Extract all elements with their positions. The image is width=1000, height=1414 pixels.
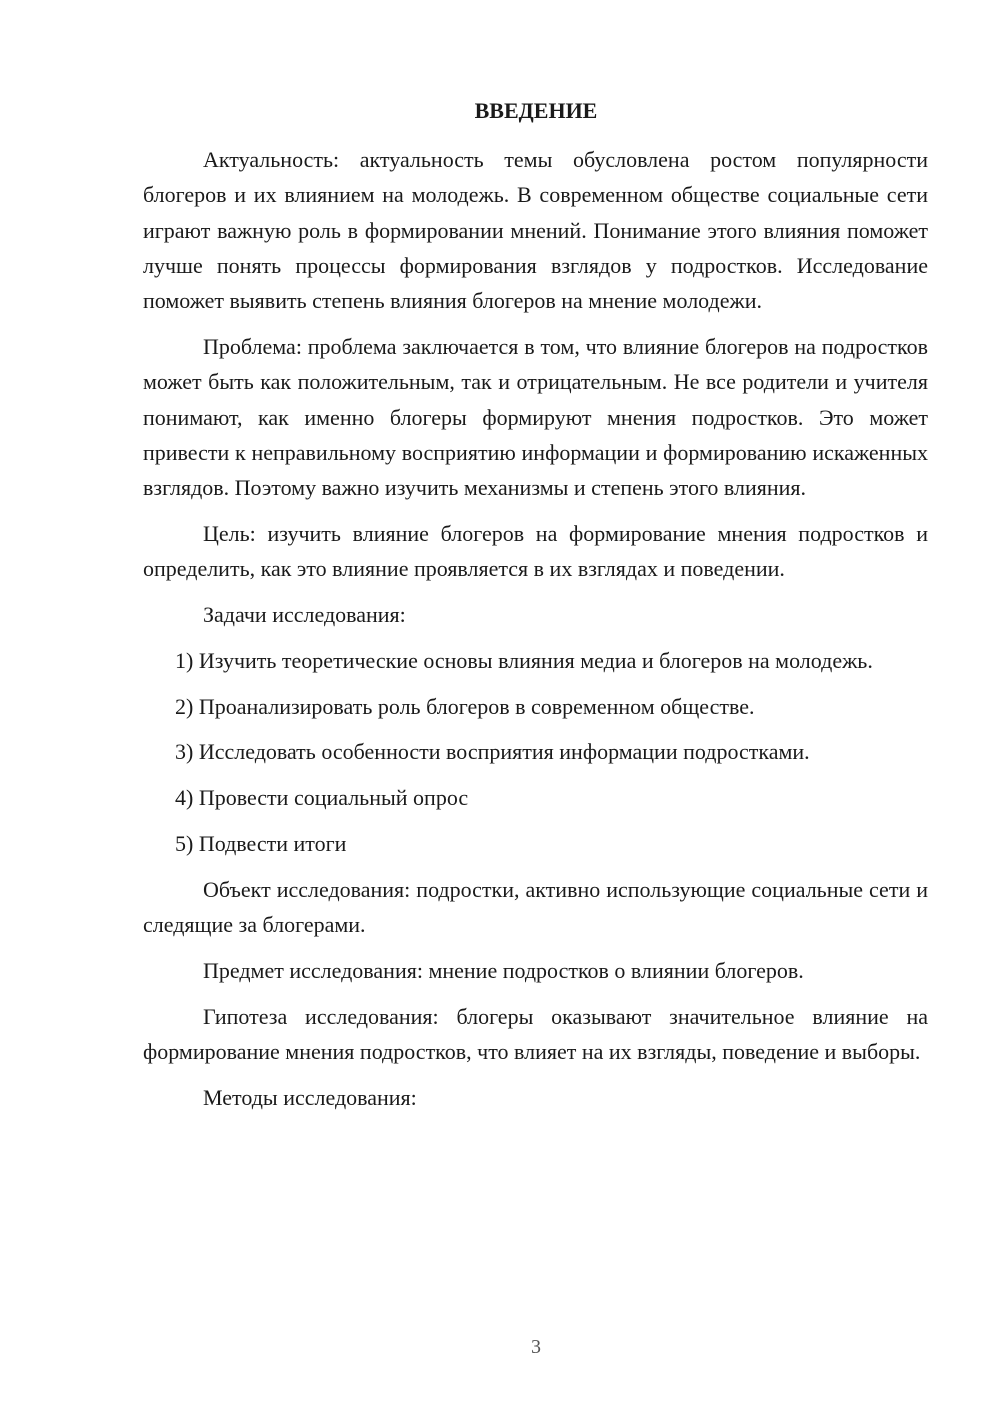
paragraph-relevance: Актуальность: актуальность темы обусловлена ростом популярности блогеров и их влиянием на молодежь. В современном обществе социальные сети играют важную роль в формировании мнений. Понимание этого влияния поможет лучше понять процессы формирования взглядов у подростков. Исследование поможет выявить степень влияния блогеров на мнение молодежи. [143,147,928,314]
paragraph-hypothesis: Гипотеза исследования: блогеры оказывают значительное влияние на формирование мнения подростков, что влияет на их взгляды, поведение и выборы. [143,1003,928,1065]
paragraph-methods-heading: Методы исследования: [203,1084,417,1110]
task-item-4: 4) Провести социальный опрос [175,785,469,811]
task-item-2: 2) Проанализировать роль блогеров в современном обществе. [175,693,755,719]
page-body [143,142,928,1115]
task-item-3: 3) Исследовать особенности восприятия информации подростками. [175,739,810,765]
task-item-5: 5) Подвести итоги [175,831,347,857]
paragraph-tasks-heading: Задачи исследования: [203,602,406,628]
paragraph-problem: Проблема: проблема заключается в том, что влияние блогеров на подростков может быть как положительным, так и отрицательным. Не все родители и учителя понимают, как именно блогеры формируют мнения подростков. Это может привести к неправильному восприятию информации и формированию искаженных взглядов. Поэтому важно изучить механизмы и степень этого влияния. [143,333,928,501]
paragraph-subject: Предмет исследования: мнение подростков о влиянии блогеров. [203,957,804,983]
section-heading: ВВЕДЕНИЕ [474,98,598,123]
task-item-1: 1) Изучить теоретические основы влияния медиа и блогеров на молодежь. [175,647,873,673]
paragraph-object: Объект исследования: подростки, активно использующие социальные сети и следящие за блогерами. [143,876,928,938]
page-number: 3 [531,1336,541,1358]
paragraph-goal: Цель: изучить влияние блогеров на формирование мнения подростков и определить, как это влияние проявляется в их взглядах и поведении. [143,520,928,582]
